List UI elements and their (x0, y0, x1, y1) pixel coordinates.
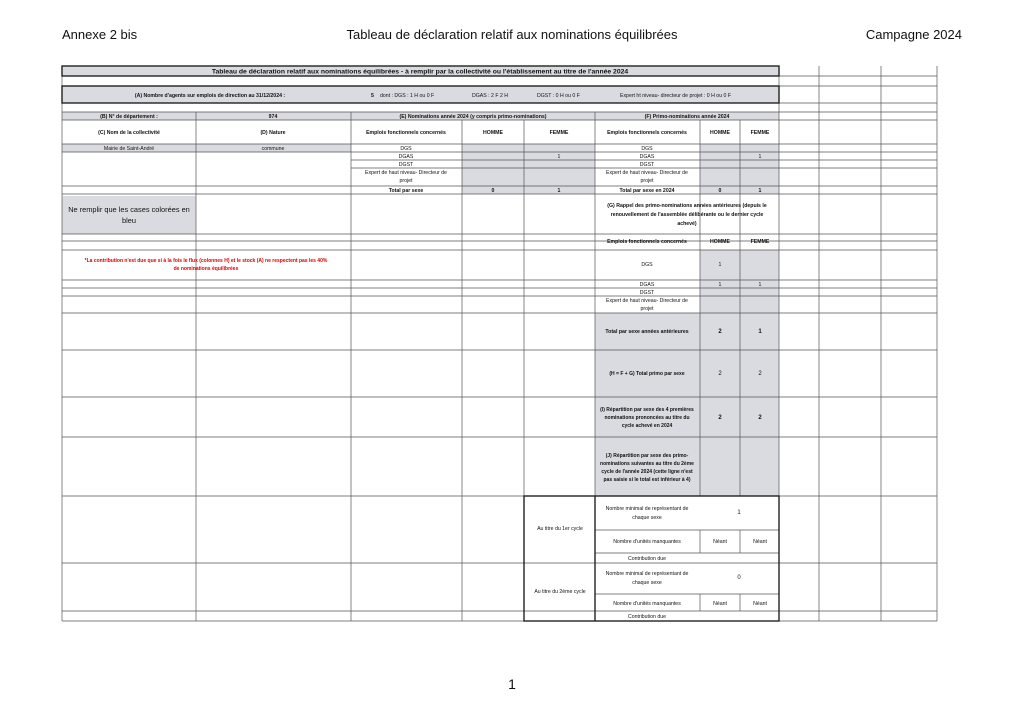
cycle-2-manquantes-label: Nombre d'unités manquantes (613, 601, 681, 607)
agents-dgs: dont : DGS : 1 H ou 0 F (380, 93, 435, 99)
repart-j-line-3: cycle de l'année 2024 (cette ligne n'est (601, 469, 693, 475)
repart-i-line-3: cycle achevé en 2024 (621, 423, 673, 429)
f-dgas-femme: 1 (758, 154, 762, 160)
g-dgas-femme: 1 (758, 282, 762, 288)
g-dgas-homme: 1 (718, 282, 722, 288)
cycle-1-min-line-2: chaque sexe (632, 515, 662, 521)
repart-j-line-2: nominations suivantes au titre du 2ème (600, 461, 694, 467)
cycle-2-min-value: 0 (737, 575, 741, 581)
cycle-2-manquantes-femme: Néant (753, 601, 767, 607)
total-primo-homme: 2 (718, 371, 722, 377)
repart-i-homme: 2 (718, 415, 722, 421)
g-row-dgs: DGS (641, 262, 653, 268)
e-row-expert: Expert de haut niveau- Directeur de (365, 170, 447, 176)
e-dgas-femme: 1 (557, 154, 561, 160)
cycle-2-contribution: Contribution due (627, 614, 667, 620)
cycle-1-manquantes-homme: Néant (713, 539, 727, 545)
section-g-line-2: renouvellement de l'assemblée délibérante ou le dernier cycle (610, 212, 764, 218)
cycle-1-manquantes-femme: Néant (753, 539, 767, 545)
cycle-2-min-line-2: chaque sexe (632, 580, 662, 586)
g-emplois-header: Emplois fonctionnels concernés (607, 239, 687, 245)
collectivite-nature: commune (261, 146, 285, 152)
e-row-dgs: DGS (400, 146, 412, 152)
f-row-dgst: DGST (639, 162, 655, 168)
collectivite-name: Mairie de Saint-André (103, 146, 155, 152)
cycle-1-label: Au titre du 1er cycle (537, 526, 583, 532)
cycle-2-manquantes-homme: Néant (713, 601, 727, 607)
cycle-2-min-line-1: Nombre minimal de représentant de (605, 571, 689, 577)
page-number: 1 (508, 676, 516, 692)
g-row-dgas: DGAS (639, 282, 655, 288)
repart-i-line-2: nominations prononcées au titre du (604, 415, 690, 421)
section-g-line-3: achevé) (677, 221, 697, 227)
note-blue-line-1: Ne remplir que les cases colorées en (68, 205, 190, 214)
f-total-femme: 1 (758, 188, 762, 194)
f-homme-header: HOMME (710, 130, 730, 136)
section-f-title: (F) Primo-nominations année 2024 (644, 114, 730, 120)
f-row-expert-2: projet (640, 178, 654, 184)
f-total-homme: 0 (718, 188, 722, 194)
col-c-header: (C) Nom de la collectivité (98, 130, 160, 136)
agents-dgst: DGST : 0 H ou 0 F (537, 93, 580, 99)
cycle-1-min-value: 1 (737, 510, 741, 516)
f-row-dgs: DGS (641, 146, 653, 152)
header-campaign: Campagne 2024 (865, 27, 962, 42)
e-row-expert-2: projet (399, 178, 413, 184)
f-total-label: Total par sexe en 2024 (619, 188, 675, 194)
cycle-1-min-line-1: Nombre minimal de représentant de (605, 506, 689, 512)
g-homme-header: HOMME (710, 239, 730, 245)
agents-expert: Expert ht niveau- directeur de projet : 0 H ou 0 F (620, 93, 732, 99)
e-total-label: Total par sexe (388, 188, 424, 194)
e-total-homme: 0 (491, 188, 495, 194)
note-blue-line-2: bleu (122, 216, 136, 225)
agents-count: 5 (371, 93, 374, 99)
g-row-expert-2: projet (640, 306, 654, 312)
section-g-line-1: (G) Rappel des primo-nominations années antérieures (depuis le (607, 203, 767, 209)
repart-j-line-1: (J) Répartition par sexe des primo- (605, 453, 689, 459)
table-title: Tableau de déclaration relatif aux nominations équilibrées - à remplir par la collectivité ou l'établissement au titre de l'année 2024 (211, 68, 629, 76)
g-row-dgst: DGST (639, 290, 655, 296)
repart-i-line-1: (I) Répartition par sexe des 4 premières (600, 407, 694, 413)
cycle-1-manquantes-label: Nombre d'unités manquantes (613, 539, 681, 545)
header-title: Tableau de déclaration relatif aux nominations équilibrées (346, 27, 678, 42)
e-total-femme: 1 (557, 188, 561, 194)
e-femme-header: FEMME (549, 130, 569, 136)
f-femme-header: FEMME (750, 130, 770, 136)
total-anterieures-femme: 1 (758, 329, 762, 335)
total-anterieures-homme: 2 (718, 329, 722, 335)
agents-dgas: DGAS : 2 F 2 H (472, 93, 509, 99)
dept-value: 974 (268, 114, 278, 120)
e-row-dgas: DGAS (398, 154, 414, 160)
f-row-expert: Expert de haut niveau- Directeur de (606, 170, 688, 176)
note-red-line-1: *La contribution n'est due que si à la fois le flux (colonnes H) et le stock (A) ne respectent pas les 40% (84, 258, 328, 264)
e-emplois-header: Emplois fonctionnels concernés (366, 130, 446, 136)
e-row-dgst: DGST (398, 162, 414, 168)
cycle-2-label: Au titre du 2ème cycle (534, 589, 586, 595)
col-d-header: (D) Nature (260, 130, 286, 136)
f-emplois-header: Emplois fonctionnels concernés (607, 130, 687, 136)
f-row-dgas: DGAS (639, 154, 655, 160)
section-e-title: (E) Nominations année 2024 (y compris primo-nominations) (399, 114, 547, 120)
note-red-line-2: de nominations équilibrées (173, 266, 239, 272)
total-primo-femme: 2 (758, 371, 762, 377)
agents-label: (A) Nombre d'agents sur emplois de direction au 31/12/2024 : (134, 93, 286, 99)
total-anterieures-label: Total par sexe années antérieures (605, 329, 689, 335)
cycle-1-contribution: Contribution due (627, 556, 667, 562)
total-primo-label: (H = F + G) Total primo par sexe (609, 371, 685, 377)
repart-i-femme: 2 (758, 415, 762, 421)
e-homme-header: HOMME (483, 130, 503, 136)
repart-j-line-4: pas saisie si le total est inférieur à 4) (603, 477, 691, 483)
header-annex-label: Annexe 2 bis (62, 27, 138, 42)
g-dgs-homme: 1 (718, 262, 722, 268)
g-femme-header: FEMME (750, 239, 770, 245)
g-row-expert: Expert de haut niveau- Directeur de (606, 298, 688, 304)
dept-label: (B) N° de département : (100, 114, 158, 120)
